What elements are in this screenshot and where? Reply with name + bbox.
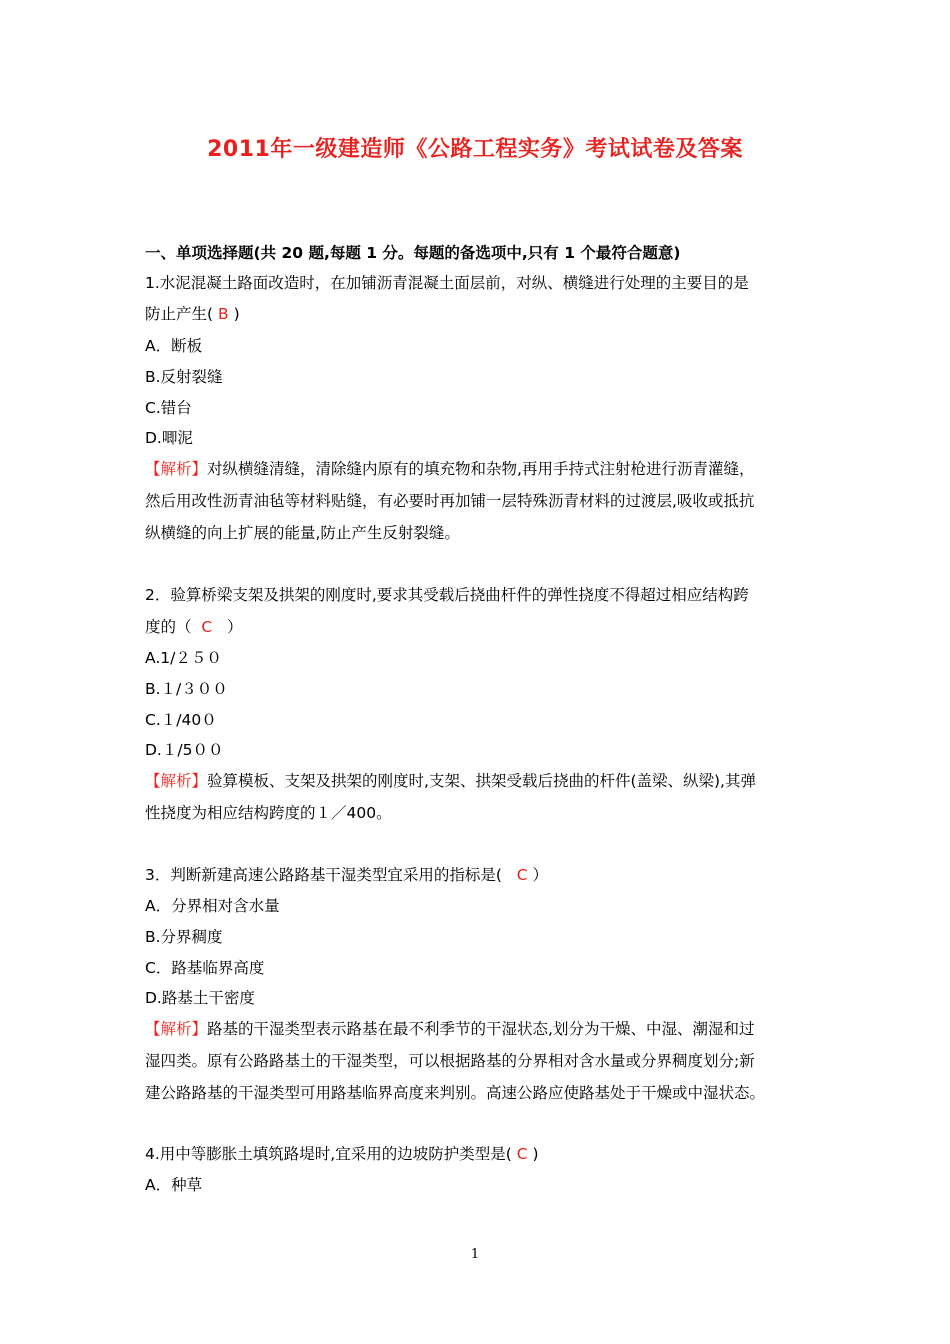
analysis-tag: 【解析】	[145, 1020, 208, 1038]
question-3-stem-suffix: ）	[532, 866, 548, 884]
question-4-option-a: A．种草	[145, 1176, 203, 1194]
question-1-option-a: A．断板	[145, 337, 203, 355]
question-2-option-d: D.１/5００	[145, 741, 224, 759]
question-4-stem-suffix: )	[532, 1145, 539, 1163]
question-3-analysis-line2: 湿四类。原有公路路基土的干湿类型，可以根据路基的分界相对含水量或分界稠度划分;新	[145, 1052, 755, 1070]
question-4-answer: C	[516, 1145, 528, 1163]
question-4-stem-line1	[145, 1143, 539, 1165]
analysis-text: 路基的干湿类型表示路基在最不利季节的干湿状态,划分为干燥、中湿、潮湿和过	[207, 1020, 755, 1038]
question-3-option-a: A．分界相对含水量	[145, 897, 280, 915]
question-3-option-b: B.分界稠度	[145, 928, 223, 946]
question-2-answer: C	[201, 618, 213, 636]
question-2-option-b: B.１/３００	[145, 680, 228, 698]
question-1-option-d: D.唧泥	[145, 429, 193, 447]
document-title: 2011年一级建造师《公路工程实务》考试试卷及答案	[207, 137, 743, 162]
question-2-analysis-line1	[145, 770, 756, 792]
question-1-stem-line2	[145, 303, 240, 325]
question-1-option-b: B.反射裂缝	[145, 368, 223, 386]
question-3-answer: C	[516, 866, 528, 884]
question-3-option-c: C．路基临界高度	[145, 959, 265, 977]
question-2-stem-line2	[145, 616, 243, 638]
question-1-analysis-line3: 纵横缝的向上扩展的能量,防止产生反射裂缝。	[145, 524, 460, 542]
question-1-stem-suffix: )	[233, 305, 240, 323]
question-1-option-c: C.错台	[145, 399, 192, 417]
analysis-tag: 【解析】	[145, 772, 208, 790]
analysis-text: 验算模板、支架及拱架的刚度时,支架、拱架受载后挠曲的杆件(盖梁、纵梁),其弹	[207, 772, 756, 790]
question-1-analysis-line2: 然后用改性沥青油毡等材料贴缝，有必要时再加铺一层特殊沥青材料的过渡层,吸收或抵抗	[145, 492, 755, 510]
question-2-option-c: C.１/40０	[145, 711, 217, 729]
question-2-analysis-line2: 性挠度为相应结构跨度的１／400。	[145, 804, 392, 822]
analysis-tag: 【解析】	[145, 460, 208, 478]
question-2-stem-prefix: 度的（	[145, 618, 192, 636]
question-3-stem-line1	[145, 864, 548, 886]
question-1-stem-prefix: 防止产生(	[145, 305, 214, 323]
question-2-stem-line1: 2．验算桥梁支架及拱架的刚度时,要求其受载后挠曲杆件的弹性挠度不得超过相应结构跨	[145, 586, 749, 604]
section-header: 一、单项选择题(共 20 题,每题 1 分。每题的备选项中,只有 1 个最符合题意)	[145, 244, 681, 262]
question-1-stem-line1: 1.水泥混凝土路面改造时，在加铺沥青混凝土面层前，对纵、横缝进行处理的主要目的是	[145, 274, 749, 292]
question-4-stem-prefix: 4.用中等膨胀土填筑路堤时,宜采用的边坡防护类型是(	[145, 1145, 512, 1163]
question-2-option-a: A.1/２５０	[145, 649, 222, 667]
question-1-analysis-line1	[145, 458, 754, 480]
question-3-stem-prefix: 3．判断新建高速公路路基干湿类型宜采用的指标是(	[145, 866, 502, 884]
question-3-analysis-line3: 建公路路基的干湿类型可用路基临界高度来判别。高速公路应使路基处于干燥或中湿状态。	[145, 1084, 766, 1102]
question-1-answer: B	[218, 305, 229, 323]
question-2-stem-suffix: ）	[226, 618, 243, 636]
analysis-text: 对纵横缝清缝，清除缝内原有的填充物和杂物,再用手持式注射枪进行沥青灌缝，	[207, 460, 755, 478]
page-number: 1	[470, 1247, 480, 1262]
question-3-option-d: D.路基土干密度	[145, 989, 255, 1007]
question-3-analysis-line1	[145, 1018, 754, 1040]
